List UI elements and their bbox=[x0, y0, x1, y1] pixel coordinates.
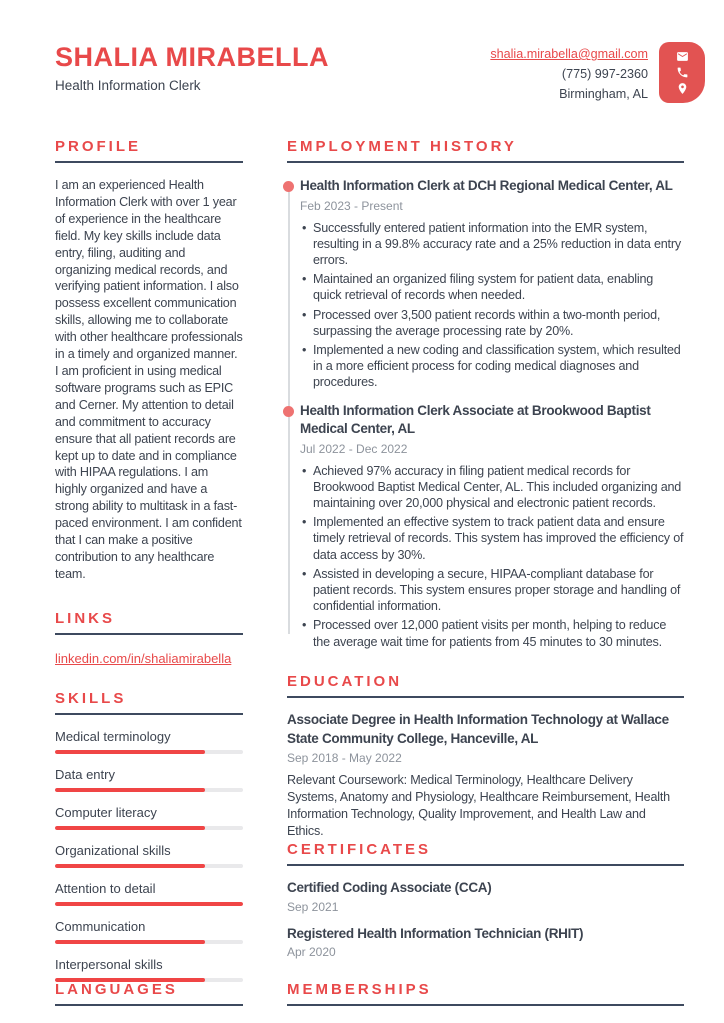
email-icon bbox=[676, 50, 689, 63]
contact-phone: (775) 997-2360 bbox=[561, 67, 648, 81]
skill-bar-fill bbox=[55, 940, 205, 944]
skill-bar-fill bbox=[55, 788, 205, 792]
skill-row bbox=[55, 766, 243, 792]
skill-bar-track bbox=[55, 902, 243, 906]
skill-row bbox=[55, 842, 243, 868]
memberships-section bbox=[287, 981, 684, 1006]
skill-name: Organizational skills bbox=[55, 843, 171, 858]
links-list bbox=[55, 650, 243, 668]
certificate-date: Apr 2020 bbox=[287, 945, 336, 959]
contact-icon-panel bbox=[659, 42, 705, 103]
job-entry bbox=[287, 402, 684, 650]
certificate-date: Sep 2021 bbox=[287, 899, 339, 914]
skill-bar-fill bbox=[55, 750, 205, 754]
employment-heading: EMPLOYMENT HISTORY bbox=[287, 138, 684, 163]
profile-section bbox=[55, 138, 243, 583]
degree-description: Relevant Coursework: Medical Terminology, Healthcare Delivery Systems, Anatomy and Physiology, Healthcare Reimbursement, Health Information Technology, Quality Improvement, and Health Law and Ethics. bbox=[287, 773, 670, 838]
job-dates: Jul 2022 - Dec 2022 bbox=[300, 441, 408, 456]
job-bullet-list bbox=[300, 463, 684, 650]
certificate-list bbox=[287, 879, 684, 959]
email-link[interactable]: shalia.mirabella@gmail.com bbox=[490, 47, 648, 61]
location-icon bbox=[676, 82, 689, 95]
skill-row bbox=[55, 880, 243, 906]
certificate-item bbox=[287, 879, 684, 914]
links-section bbox=[55, 610, 243, 668]
job-bullet: • Maintained an organized filing system for patient data, enabling quick retrieval of records when needed. bbox=[313, 271, 684, 303]
job-bullet: • Processed over 3,500 patient records within a two-month period, surpassing the average processing rate by 20%. bbox=[313, 307, 684, 339]
skill-row bbox=[55, 728, 243, 754]
skill-name: Data entry bbox=[55, 767, 115, 782]
job-bullet: • Assisted in developing a secure, HIPAA-compliant database for patient records. This system ensures proper storage and handling of confidential information. bbox=[313, 566, 684, 615]
education-entries bbox=[287, 711, 684, 840]
skill-name: Interpersonal skills bbox=[55, 957, 163, 972]
links-heading: LINKS bbox=[55, 610, 243, 635]
certificates-section bbox=[287, 841, 684, 970]
job-entry bbox=[287, 177, 684, 391]
person-job-title: Health Information Clerk bbox=[55, 78, 201, 93]
job-dates: Feb 2023 - Present bbox=[300, 198, 403, 213]
languages-heading: LANGUAGES bbox=[55, 981, 243, 1006]
job-bullet-list bbox=[300, 220, 684, 391]
employment-timeline bbox=[287, 177, 684, 650]
skill-name: Computer literacy bbox=[55, 805, 157, 820]
skill-bar-fill bbox=[55, 902, 243, 906]
degree-title: Associate Degree in Health Information Technology at Wallace State Community College, Hanceville, AL bbox=[287, 712, 669, 746]
job-title: Health Information Clerk Associate at Brookwood Baptist Medical Center, AL bbox=[300, 402, 651, 437]
skill-bar-track bbox=[55, 864, 243, 868]
job-bullet: • Implemented an effective system to track patient data and ensure timely retrieval of records. This system has improved the efficiency of data access by 30%. bbox=[313, 514, 684, 563]
contact-email-row bbox=[490, 44, 648, 64]
memberships-heading: MEMBERSHIPS bbox=[287, 981, 684, 1006]
skill-row bbox=[55, 956, 243, 982]
skill-row bbox=[55, 804, 243, 830]
certificate-title: Registered Health Information Technician (RHIT) bbox=[287, 925, 584, 941]
linkedin-link[interactable]: linkedin.com/in/shaliamirabella bbox=[55, 651, 232, 666]
profile-text: I am an experienced Health Information Clerk with over 1 year of experience in the healthcare field. My key skills include data entry, filing, auditing and organizing medical records, and verifying patient information. I also possess excellent communication skills, allowing me to collaborate with other healthcare professionals in a timely and organized manner. I am proficient in using medical software programs such as EPIC and Cerner. My attention to detail and commitment to accuracy ensure that all patient records are kept up to date and in compliance with HIPAA regulations. I am highly organized and have a strong ability to multitask in a fast-paced environment. I am confident that I can make a positive contribution to any healthcare team. bbox=[55, 178, 243, 581]
job-title: Health Information Clerk at DCH Regional Medical Center, AL bbox=[300, 178, 673, 193]
skill-bar-fill bbox=[55, 864, 205, 868]
job-bullet: • Achieved 97% accuracy in filing patient medical records for Brookwood Baptist Medical Center, AL. This included organizing and maintaining over 20,000 physical and electronic patient records. bbox=[313, 463, 684, 512]
person-name: SHALIA MIRABELLA bbox=[55, 42, 329, 72]
skill-name: Medical terminology bbox=[55, 729, 171, 744]
education-section bbox=[287, 673, 684, 840]
skill-bar-track bbox=[55, 826, 243, 830]
employment-section bbox=[287, 138, 684, 661]
job-bullet: • Implemented a new coding and classification system, which resulted in a more efficient process for coding medical diagnoses and procedures. bbox=[313, 342, 684, 391]
education-entry bbox=[287, 711, 684, 840]
contact-location: Birmingham, AL bbox=[559, 87, 648, 101]
skill-bar-track bbox=[55, 788, 243, 792]
skill-row bbox=[55, 918, 243, 944]
certificate-item bbox=[287, 925, 684, 960]
timeline-dot bbox=[283, 181, 294, 192]
skill-bar-track bbox=[55, 750, 243, 754]
languages-section bbox=[55, 981, 243, 1006]
contact-block bbox=[490, 44, 648, 104]
job-bullet: • Processed over 12,000 patient visits per month, helping to reduce the average wait time for patients from 45 minutes to 30 minutes. bbox=[313, 617, 684, 649]
timeline-dot bbox=[283, 406, 294, 417]
profile-heading: PROFILE bbox=[55, 138, 243, 163]
skill-bar-fill bbox=[55, 826, 205, 830]
skill-name: Attention to detail bbox=[55, 881, 156, 896]
degree-dates: Sep 2018 - May 2022 bbox=[287, 751, 402, 765]
job-bullet: • Successfully entered patient information into the EMR system, resulting in a 99.8% accuracy rate and a 25% reduction in data entry errors. bbox=[313, 220, 684, 269]
skills-list bbox=[55, 728, 243, 982]
header-name-block bbox=[55, 42, 329, 93]
phone-icon bbox=[676, 66, 689, 79]
skills-section bbox=[55, 690, 243, 994]
skills-heading: SKILLS bbox=[55, 690, 243, 715]
skill-name: Communication bbox=[55, 919, 146, 934]
skill-bar-track bbox=[55, 940, 243, 944]
education-heading: EDUCATION bbox=[287, 673, 684, 698]
certificates-heading: CERTIFICATES bbox=[287, 841, 684, 866]
certificate-title: Certified Coding Associate (CCA) bbox=[287, 880, 492, 895]
